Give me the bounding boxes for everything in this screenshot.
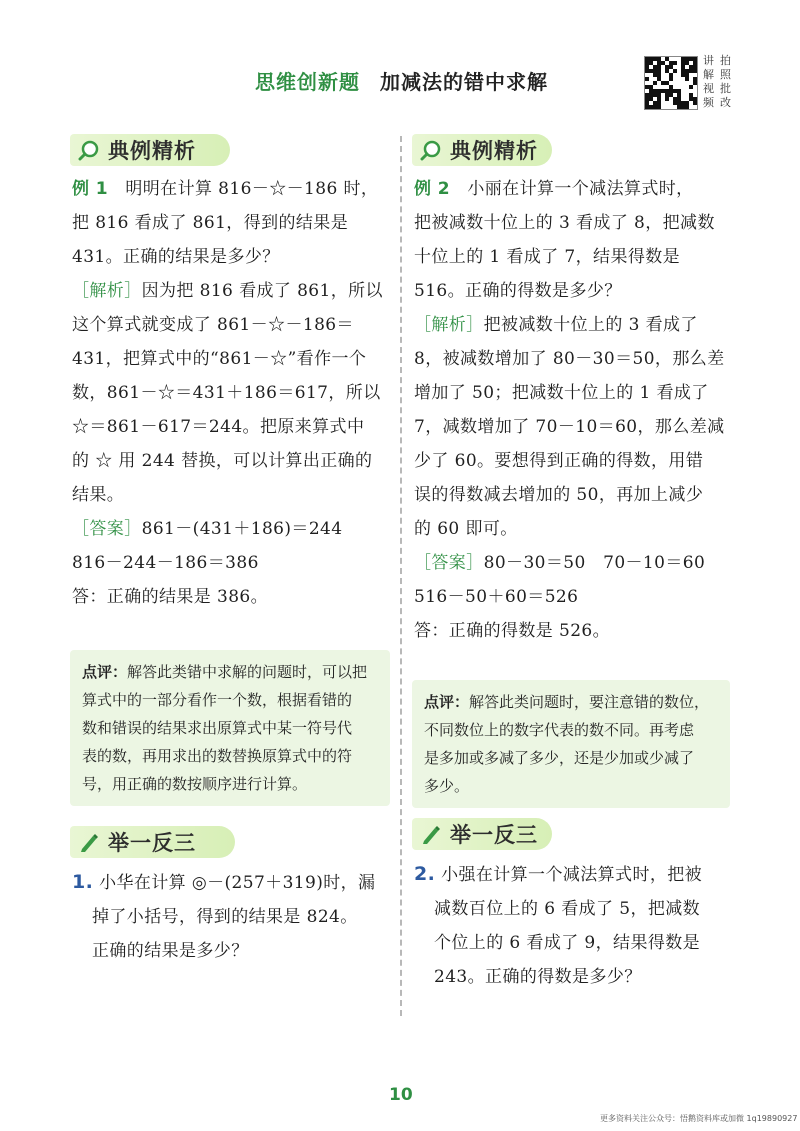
exercise-line bbox=[72, 865, 392, 900]
column-divider bbox=[400, 136, 402, 1016]
qr-caption-char: 照 bbox=[720, 68, 731, 81]
exercise-2 bbox=[414, 857, 734, 994]
practice-title: 举一反三 bbox=[108, 831, 196, 855]
example-2 bbox=[414, 172, 732, 648]
section-header-example bbox=[412, 134, 552, 166]
qr-caption-char: 讲 bbox=[703, 54, 714, 67]
example-text: 把 816 看成了 861，得到的结果是 bbox=[72, 213, 349, 233]
example-text: 十位上的 1 看成了 7，结果得数是 bbox=[414, 247, 681, 267]
comment-line bbox=[424, 688, 720, 716]
comment-label: 点评： bbox=[82, 663, 128, 681]
analysis-text: 的 60 即可。 bbox=[414, 519, 518, 539]
analysis-text: ☆＝861－617＝244。把原来算式中 bbox=[72, 417, 365, 437]
comment-text: 是多加或多减了多少，还是少加或少减了 bbox=[424, 749, 695, 767]
comment-text: 表的数，再用求出的数替换原算式中的符 bbox=[82, 747, 353, 765]
analysis-text: 把被减数十位上的 3 看成了 bbox=[483, 315, 698, 335]
section-header-example bbox=[70, 134, 230, 166]
analysis-text: 少了 60。要想得到正确的得数，用错 bbox=[414, 451, 704, 471]
exercise-number: 1. bbox=[72, 871, 94, 893]
analysis-tag: ［解析］ bbox=[414, 315, 484, 335]
exercise-text: 小强在计算一个减法算式时，把被 bbox=[441, 865, 703, 885]
comment-text: 解答此类错中求解的问题时，可以把 bbox=[127, 663, 368, 681]
page-number: 10 bbox=[389, 1085, 413, 1105]
section-title: 典例精析 bbox=[450, 139, 538, 163]
comment-line bbox=[82, 658, 380, 686]
exercise-number: 2. bbox=[414, 863, 436, 885]
answer-text: 816－244－186＝386 bbox=[72, 553, 259, 573]
header-category: 思维创新题 bbox=[255, 70, 360, 94]
answer-text: 答：正确的结果是 386。 bbox=[72, 587, 269, 607]
comment-text: 解答此类问题时，要注意错的数位， bbox=[469, 693, 710, 711]
comment-box bbox=[70, 650, 390, 806]
analysis-text: 这个算式就变成了 861－☆－186＝ bbox=[72, 315, 354, 335]
example-text: 把被减数十位上的 3 看成了 8，把减数 bbox=[414, 213, 715, 233]
qr-caption-char: 批 bbox=[720, 82, 731, 95]
example-label: 例 2 bbox=[414, 179, 450, 199]
analysis-line bbox=[414, 308, 732, 342]
answer-text: 80－30＝50 70－10＝60 bbox=[483, 553, 706, 573]
analysis-text: 因为把 816 看成了 861，所以 bbox=[141, 281, 383, 301]
comment-text: 不同数位上的数字代表的数不同。再考虑 bbox=[424, 721, 695, 739]
analysis-text: 7，减数增加了 70－10＝60，那么差减 bbox=[414, 417, 725, 437]
exercise-1 bbox=[72, 865, 392, 968]
answer-tag: ［答案］ bbox=[72, 519, 142, 539]
exercise-text: 243。正确的得数是多少？ bbox=[434, 967, 642, 987]
qr-caption-char: 拍 bbox=[720, 54, 731, 67]
analysis-text: 的 ☆ 用 244 替换，可以计算出正确的 bbox=[72, 451, 373, 471]
comment-text: 号，用正确的数按顺序进行计算。 bbox=[82, 775, 308, 793]
analysis-text: 数，861－☆＝431＋186＝617，所以 bbox=[72, 383, 381, 403]
qr-caption-char: 解 bbox=[703, 68, 714, 81]
section-header-practice bbox=[70, 826, 235, 858]
qr-caption-char: 视 bbox=[703, 82, 714, 95]
analysis-text: 增加了 50；把减数十位上的 1 看成了 bbox=[414, 383, 709, 403]
exercise-text: 掉了小括号，得到的结果是 824。 bbox=[92, 907, 358, 927]
comment-box bbox=[412, 680, 730, 808]
qr-code-icon[interactable] bbox=[644, 56, 698, 110]
example-1 bbox=[72, 172, 390, 614]
practice-title: 举一反三 bbox=[450, 823, 538, 847]
answer-text: 861－(431＋186)＝244 bbox=[141, 519, 343, 539]
example-label: 例 1 bbox=[72, 179, 108, 199]
analysis-text: 431，把算式中的“861－☆”看作一个 bbox=[72, 349, 367, 369]
example-text: 516。正确的得数是多少？ bbox=[414, 281, 622, 301]
example-text: 明明在计算 816－☆－186 时， bbox=[125, 179, 379, 199]
example-line bbox=[72, 172, 390, 206]
magnifier-icon bbox=[420, 139, 442, 161]
example-line bbox=[414, 172, 732, 206]
qr-caption-char: 改 bbox=[720, 96, 731, 109]
comment-text: 数和错误的结果求出原算式中某一符号代 bbox=[82, 719, 353, 737]
comment-label: 点评： bbox=[424, 693, 470, 711]
comment-text: 多少。 bbox=[424, 777, 470, 795]
analysis-text: 结果。 bbox=[72, 485, 125, 505]
qr-caption-char: 频 bbox=[703, 96, 714, 109]
exercise-line bbox=[414, 857, 734, 892]
answer-text: 答：正确的得数是 526。 bbox=[414, 621, 611, 641]
answer-tag: ［答案］ bbox=[414, 553, 484, 573]
magnifier-icon bbox=[78, 139, 100, 161]
exercise-text: 小华在计算 ◎－(257＋319)时，漏 bbox=[99, 873, 376, 893]
section-title: 典例精析 bbox=[108, 139, 196, 163]
example-text: 小丽在计算一个减法算式时， bbox=[467, 179, 694, 199]
page-title: 加减法的错中求解 bbox=[380, 70, 548, 94]
pencil-icon bbox=[420, 823, 442, 845]
section-header-practice bbox=[412, 818, 552, 850]
answer-line bbox=[414, 546, 732, 580]
exercise-text: 正确的结果是多少？ bbox=[92, 941, 249, 961]
exercise-text: 减数百位上的 6 看成了 5，把减数 bbox=[434, 899, 701, 919]
comment-text: 算式中的一部分看作一个数，根据看错的 bbox=[82, 691, 353, 709]
analysis-text: 误的得数减去增加的 50，再加上减少 bbox=[414, 485, 704, 505]
footer-note: 更多资料关注公众号：悟鹅资料库或加微 1q19890927 bbox=[600, 1114, 798, 1123]
answer-text: 516－50＋60＝526 bbox=[414, 587, 579, 607]
qr-caption bbox=[700, 54, 734, 110]
analysis-tag: ［解析］ bbox=[72, 281, 142, 301]
example-text: 431。正确的结果是多少？ bbox=[72, 247, 280, 267]
answer-line bbox=[72, 512, 390, 546]
analysis-text: 8，被减数增加了 80－30＝50，那么差 bbox=[414, 349, 725, 369]
exercise-text: 个位上的 6 看成了 9，结果得数是 bbox=[434, 933, 701, 953]
pencil-icon bbox=[78, 831, 100, 853]
analysis-line bbox=[72, 274, 390, 308]
